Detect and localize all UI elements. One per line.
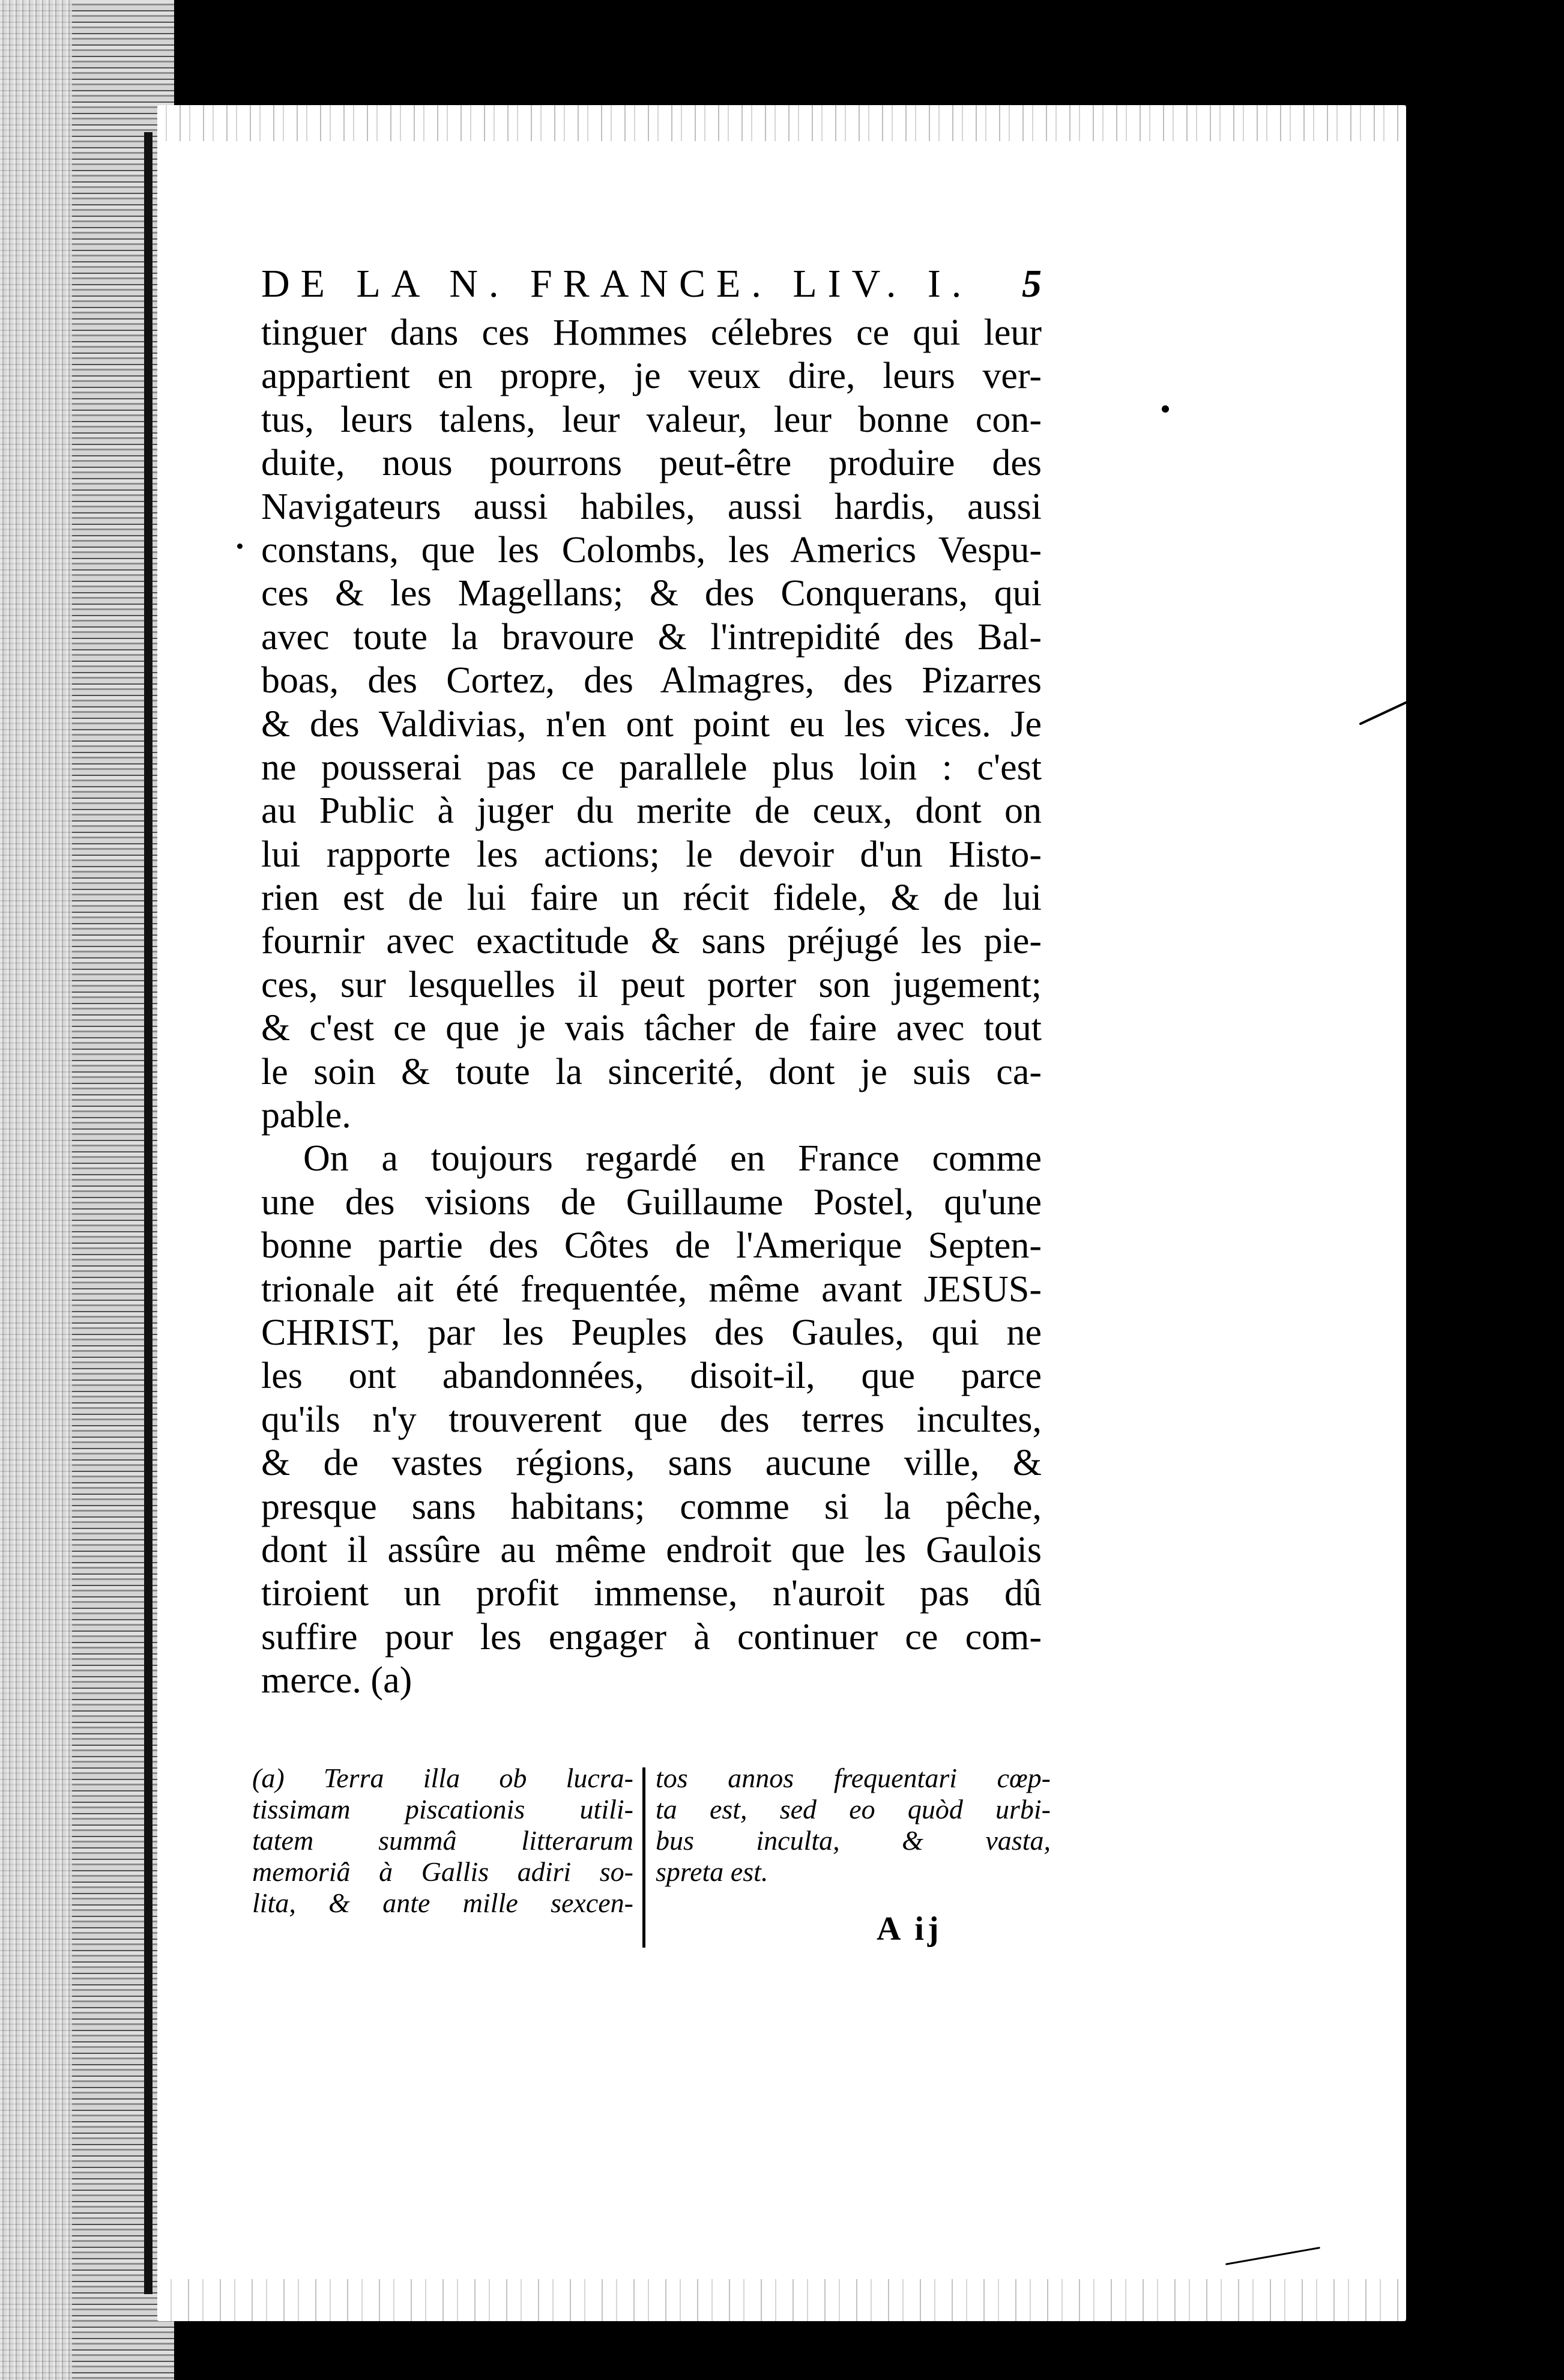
text-line: une des visions de Guillaume Postel, qu'une	[261, 1181, 1042, 1223]
footnote-line: bus inculta, & vasta,	[656, 1825, 1051, 1856]
text-line: constans, que les Colombs, les Americs Vespu-	[261, 529, 1042, 571]
text-line: tinguer dans ces Hommes célebres ce qui leur	[261, 312, 1042, 353]
text-line: les ont abandonnées, disoit-il, que parce	[261, 1355, 1042, 1397]
text-line: pable.	[261, 1095, 351, 1136]
text-line: & de vastes régions, sans aucune ville, &	[261, 1443, 1042, 1484]
text-line: & c'est ce que je vais tâcher de faire avec tout	[261, 1008, 1042, 1049]
footnote-line: memoriâ à Gallis adiri so-	[252, 1856, 633, 1887]
text-line: suffire pour les engager à continuer ce com-	[261, 1616, 1042, 1658]
text-line: le soin & toute la sincerité, dont je suis ca-	[261, 1051, 1042, 1092]
footnote-line: tatem summâ litterarum	[252, 1825, 633, 1856]
text-line: ces & les Magellans; & des Conquerans, qui	[261, 573, 1042, 614]
paragraph-start-line: On a toujours regardé en France comme	[303, 1138, 1042, 1179]
footnote-line: spreta est.	[656, 1856, 768, 1887]
text-line: bonne partie des Côtes de l'Amerique Septen-	[261, 1225, 1042, 1267]
text-line: dont il assûre au même endroit que les Gaulois	[261, 1529, 1042, 1570]
text-line: presque sans habitans; comme si la pêche,	[261, 1486, 1042, 1527]
text-line: au Public à juger du merite de ceux, dont on	[261, 790, 1042, 832]
footnote-line: lita, & ante mille sexcen-	[252, 1888, 633, 1918]
ink-speck	[1162, 405, 1169, 413]
text-line: rien est de lui faire un récit fidele, & de lui	[261, 877, 1042, 919]
page-edge-texture	[0, 0, 72, 2380]
text-line: CHRIST, par les Peuples des Gaules, qui ne	[261, 1312, 1042, 1353]
text-line: duite, nous pourrons peut-être produire des	[261, 443, 1042, 484]
text-line: ces, sur lesquelles il peut porter son jugement;	[261, 964, 1042, 1005]
footnote-line: ta est, sed eo quòd urbi-	[656, 1794, 1051, 1824]
signature-mark: A ij	[877, 1910, 943, 1948]
text-line: tus, leurs talens, leur valeur, leur bonne con-	[261, 399, 1042, 440]
text-line: fournir avec exactitude & sans préjugé les pie-	[261, 921, 1042, 962]
bottom-scan-noise	[157, 2279, 1406, 2321]
gutter-shadow	[144, 132, 152, 2294]
text-line: avec toute la bravoure & l'intrepidité des Bal-	[261, 616, 1042, 658]
text-line: lui rapporte les actions; le devoir d'un Histo-	[261, 834, 1042, 875]
body-text	[261, 311, 1042, 1703]
ink-speck	[237, 544, 243, 549]
footnote-line: tos annos frequentari cœp-	[656, 1763, 1051, 1793]
running-head	[261, 261, 1042, 309]
text-line: tiroient un profit immense, n'auroit pas dû	[261, 1573, 1042, 1614]
footnote-right-column	[656, 1763, 1051, 1888]
footnote-column-divider	[642, 1767, 645, 1948]
text-line: merce. (a)	[261, 1660, 412, 1701]
text-line: qu'ils n'y trouverent que des terres incultes,	[261, 1399, 1042, 1440]
footnote-line: (a) Terra illa ob lucra-	[252, 1763, 633, 1793]
footnote-line: tissimam piscationis utili-	[252, 1794, 633, 1824]
top-scan-noise	[157, 105, 1406, 141]
text-line: appartient en propre, je veux dire, leurs ver-	[261, 356, 1042, 397]
text-line: trionale ait été frequentée, même avant JESUS-	[261, 1268, 1042, 1310]
footnote-left-column	[252, 1763, 633, 1919]
text-line: & des Valdivias, n'en ont point eu les vices. Je	[261, 703, 1042, 745]
text-line: ne pousserai pas ce parallele plus loin : c'est	[261, 746, 1042, 788]
page-number: 5	[1022, 262, 1042, 306]
text-line: Navigateurs aussi habiles, aussi hardis, aussi	[261, 486, 1042, 527]
text-line: boas, des Cortez, des Almagres, des Pizarres	[261, 660, 1042, 701]
running-head-title: DE LA N. FRANCE. LIV. I.	[261, 262, 973, 306]
